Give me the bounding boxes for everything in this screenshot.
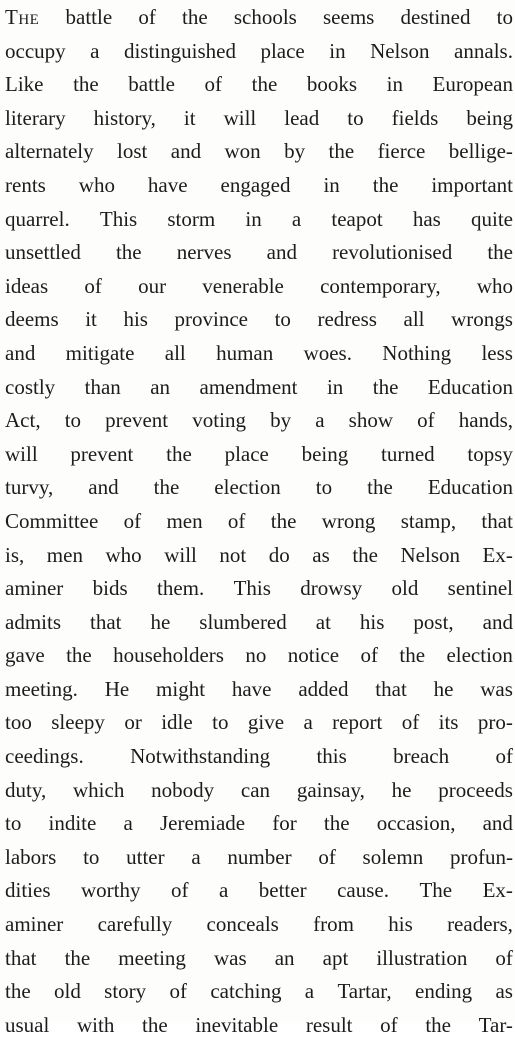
article-word: utter [126, 844, 165, 869]
article-word: of [401, 710, 420, 735]
article-word: Nelson [400, 542, 461, 567]
article-word: carefully [97, 912, 173, 937]
article-word: in [245, 206, 262, 231]
article-word: Like [5, 72, 44, 97]
article-word: the [372, 374, 399, 399]
article-word: aminer [5, 576, 64, 601]
article-word: gave [5, 643, 45, 668]
article-word: added [298, 676, 349, 701]
article-word: cause. [337, 878, 389, 903]
article-word: the [425, 1012, 451, 1037]
article-word: a [191, 844, 201, 869]
article-word: is, [5, 542, 25, 567]
article-line [5, 706, 513, 740]
article-line [5, 270, 513, 304]
article-word: Committee [5, 508, 99, 533]
article-word: them. [157, 576, 205, 601]
article-word: and [266, 240, 297, 265]
article-word: of [123, 508, 142, 533]
article-word: Act, [5, 408, 41, 433]
article-word: an [150, 374, 171, 399]
article-word: nobody [151, 777, 215, 802]
article-word: schools [233, 5, 297, 29]
article-line [5, 942, 513, 976]
article-word: to [315, 475, 333, 500]
article-line [5, 1009, 513, 1042]
article-word: election [446, 643, 513, 668]
article-word: illustration [376, 945, 468, 970]
article-word: have [147, 172, 188, 197]
article-word: as [495, 979, 513, 1004]
article-word: the [487, 240, 513, 265]
article-word: who [476, 273, 513, 298]
article-word: voting [192, 408, 246, 433]
article-word: of [417, 408, 435, 433]
article-word: books [306, 72, 358, 97]
article-word: at [315, 609, 331, 634]
article-word: the [399, 643, 426, 668]
article-word: number [227, 844, 292, 869]
article-word: distinguished [123, 38, 236, 63]
article-word: might [156, 676, 206, 701]
article-line [5, 572, 513, 606]
article-word: worthy [80, 878, 141, 903]
article-word: was [480, 676, 513, 701]
article-word: apt [322, 945, 349, 970]
article-word: European [432, 72, 513, 97]
article-line [5, 337, 513, 371]
article-word: mitigate [65, 340, 135, 365]
article-word: in [329, 38, 346, 63]
article-word: conceals [206, 912, 279, 937]
article-word: solemn [362, 844, 424, 869]
article-word: by [270, 408, 292, 433]
article-word: will [164, 542, 197, 567]
article-word: This [233, 576, 271, 601]
article-word: result [305, 1012, 353, 1037]
article-word: his [388, 912, 413, 937]
article-word: the [115, 240, 142, 265]
article-word: the [372, 172, 399, 197]
article-word: the [323, 811, 350, 836]
article-word: a [218, 878, 229, 903]
article-word: and [482, 811, 513, 836]
article-word: labors [5, 844, 57, 869]
article-word: who [105, 542, 142, 567]
article-line [5, 303, 513, 337]
article-word: nerves [176, 240, 232, 265]
article-word: ceedings. [5, 744, 84, 769]
article-word: prevent [70, 441, 134, 466]
article-word: of [360, 643, 378, 668]
article-word: Tartar, [337, 979, 392, 1004]
article-word: being [466, 105, 513, 130]
article-word: stamp, [400, 508, 457, 533]
article-word: prevent [105, 408, 169, 433]
article-word: redress [317, 307, 377, 332]
article-word: hands, [458, 408, 513, 433]
article-word: no [245, 643, 267, 668]
article-word: Nothing [382, 340, 452, 365]
article-word: turned [381, 441, 435, 466]
article-word: a [304, 979, 315, 1004]
article-word: wrong [321, 508, 376, 533]
article-word: that [375, 676, 407, 701]
article-word: a [315, 408, 325, 433]
article-line [5, 908, 513, 942]
article-word: indite [48, 811, 97, 836]
article-word: This [99, 206, 138, 231]
article-word: of [227, 508, 246, 533]
article-word: of [170, 878, 189, 903]
article-word: election [214, 475, 281, 500]
article-word: important [431, 172, 513, 197]
article-word: it [85, 307, 97, 332]
article-line [5, 68, 513, 102]
article-word: place [224, 441, 269, 466]
article-word: the [66, 643, 92, 668]
article-word: its [438, 710, 459, 735]
article-word: the [166, 441, 192, 466]
article-word: that [481, 508, 513, 533]
article-word: show [348, 408, 393, 433]
article-word: and [88, 475, 119, 500]
article-word: of [318, 844, 336, 869]
article-line [5, 203, 513, 237]
article-word: annals. [454, 38, 513, 63]
article-line [5, 841, 513, 875]
article-word: a [291, 206, 302, 231]
article-word: Nelson [370, 38, 430, 63]
article-word: post, [413, 609, 454, 634]
article-word: men [46, 542, 83, 567]
article-word: slumbered [199, 609, 287, 634]
article-word: men [166, 508, 203, 533]
article-word: meeting [118, 945, 186, 970]
article-word: in [386, 72, 403, 97]
article-word: for [272, 811, 297, 836]
article-word: gainsay, [296, 777, 365, 802]
article-line [5, 169, 513, 203]
article-word: ending [415, 979, 473, 1004]
article-word: a [123, 811, 133, 836]
article-word: battle [65, 5, 113, 29]
article-line [5, 438, 513, 472]
article-word: too [5, 710, 32, 735]
article-word: or [124, 710, 142, 735]
article-word: our [138, 273, 167, 298]
article-word: better [258, 878, 307, 903]
article-word: of [495, 744, 513, 769]
article-line [5, 673, 513, 707]
article-word: was [214, 945, 247, 970]
article-word: he [391, 777, 412, 802]
article-line [5, 102, 513, 136]
article-word: literary [5, 105, 66, 130]
article-word: bellige- [448, 139, 513, 164]
article-word: notice [287, 643, 340, 668]
article-word: of [495, 945, 513, 970]
article-line [5, 35, 513, 69]
article-word: do [268, 542, 290, 567]
article-word: his [359, 609, 385, 634]
article-word: human [216, 340, 274, 365]
article-word: lead [284, 105, 320, 130]
article-line [5, 471, 513, 505]
article-word: all [403, 307, 425, 332]
article-word: the [182, 5, 208, 29]
article-word: He [104, 676, 130, 701]
article-word: bids [92, 576, 128, 601]
article-word: Notwithstanding [130, 744, 271, 769]
article-word: deems [5, 307, 59, 332]
article-line [5, 505, 513, 539]
article-word: occupy [5, 38, 66, 63]
article-word: Education [427, 374, 513, 399]
article-word: the [352, 542, 378, 567]
article-word: less [481, 340, 513, 365]
article-word: rents [5, 172, 46, 197]
article-column [5, 1, 513, 1042]
article-word: amendment [199, 374, 298, 399]
article-word: with [77, 1012, 115, 1037]
article-word: battle [128, 72, 175, 97]
article-word: occasion, [376, 811, 456, 836]
article-word: has [412, 206, 441, 231]
article-word: seems [323, 5, 375, 29]
article-word: lost [117, 139, 148, 164]
article-word: catching [210, 979, 282, 1004]
article-word: an [274, 945, 295, 970]
article-word: to [274, 307, 291, 332]
article-word: the [328, 139, 355, 164]
article-word: and [5, 340, 36, 365]
article-word: will [5, 441, 38, 466]
article-word: the [251, 72, 278, 97]
article-word: Tar- [478, 1012, 513, 1037]
article-word: of [204, 72, 223, 97]
article-word: fields [391, 105, 439, 130]
article-word: than [84, 374, 121, 399]
article-word: to [64, 408, 82, 433]
article-word: and [482, 609, 513, 634]
article-word: pro- [477, 710, 513, 735]
article-word: from [313, 912, 354, 937]
article-word: of [84, 273, 102, 298]
article-word: a [90, 38, 100, 63]
article-word: Education [427, 475, 513, 500]
article-word: woes. [303, 340, 352, 365]
article-word: and [170, 139, 202, 164]
article-word: sleepy [51, 710, 105, 735]
article-word: dities [5, 878, 51, 903]
article-word: he [150, 609, 171, 634]
article-word: history, [93, 105, 156, 130]
article-word: the [270, 508, 297, 533]
article-word: his [123, 307, 148, 332]
article-word: sentinel [447, 576, 513, 601]
article-word: being [301, 441, 349, 466]
article-word: the [367, 475, 393, 500]
article-word: profun- [449, 844, 513, 869]
article-word: to [212, 710, 229, 735]
article-word: a [303, 710, 313, 735]
article-word: storm [167, 206, 216, 231]
article-word: drowsy [300, 576, 363, 601]
article-word: The [5, 5, 40, 29]
article-word: The [419, 878, 453, 903]
article-word: the [73, 72, 99, 97]
article-line [5, 639, 513, 673]
article-word: to [5, 811, 22, 836]
article-word: will [223, 105, 257, 130]
article-word: unsettled [5, 240, 81, 265]
article-word: as [312, 542, 330, 567]
article-word: it [183, 105, 196, 130]
article-word: give [247, 710, 285, 735]
article-word: of [169, 979, 187, 1004]
article-word: proceeds [438, 777, 513, 802]
article-word: destined [400, 5, 471, 29]
article-word: place [260, 38, 305, 63]
article-line [5, 740, 513, 774]
article-line [5, 539, 513, 573]
article-line [5, 807, 513, 841]
article-word: all [164, 340, 186, 365]
article-word: won [224, 139, 261, 164]
article-word: idle [161, 710, 193, 735]
article-word: quite [470, 206, 513, 231]
article-line [5, 774, 513, 808]
article-line [5, 236, 513, 270]
article-word: that [5, 945, 37, 970]
article-word: quarrel. [5, 206, 70, 231]
article-word: usual [5, 1012, 50, 1037]
article-word: alternately [5, 139, 94, 164]
article-word: fierce [377, 139, 426, 164]
article-line [5, 975, 513, 1009]
article-word: to [496, 5, 513, 29]
article-word: Jeremiade [159, 811, 246, 836]
article-word: province [174, 307, 249, 332]
article-word: the [142, 1012, 168, 1037]
article-word: duty, [5, 777, 47, 802]
article-word: teapot [331, 206, 383, 231]
article-line [5, 404, 513, 438]
article-word: breach [393, 744, 450, 769]
article-word: report [332, 710, 383, 735]
article-word: in [326, 374, 344, 399]
article-word: not [219, 542, 247, 567]
article-word: who [78, 172, 115, 197]
article-word: meeting. [5, 676, 78, 701]
article-word: the [5, 979, 31, 1004]
article-word: turvy, [5, 475, 54, 500]
article-word: he [433, 676, 454, 701]
article-word: this [316, 744, 347, 769]
article-word: costly [5, 374, 56, 399]
article-word: to [83, 844, 100, 869]
article-word: the [64, 945, 91, 970]
article-word: old [391, 576, 419, 601]
article-line [5, 606, 513, 640]
article-word: inevitable [195, 1012, 279, 1037]
article-word: householders [113, 643, 224, 668]
article-word: Ex- [482, 542, 513, 567]
article-word: that [89, 609, 122, 634]
article-line [5, 874, 513, 908]
article-word: revolutionised [332, 240, 453, 265]
article-word: ideas [5, 273, 49, 298]
article-word: venerable [202, 273, 284, 298]
article-word: readers, [447, 912, 513, 937]
article-word: old [53, 979, 81, 1004]
article-word: have [231, 676, 272, 701]
article-line [5, 371, 513, 405]
article-line [5, 135, 513, 169]
article-word: of [138, 5, 156, 29]
article-word: topsy [467, 441, 513, 466]
article-word: can [240, 777, 271, 802]
article-word: by [284, 139, 306, 164]
article-word: aminer [5, 912, 64, 937]
article-word: story [104, 979, 147, 1004]
article-word: contemporary, [320, 273, 441, 298]
article-word: of [380, 1012, 398, 1037]
article-word: the [153, 475, 180, 500]
article-word: engaged [220, 172, 291, 197]
article-line [5, 1, 513, 35]
article-word: admits [5, 609, 61, 634]
article-word: which [73, 777, 125, 802]
article-word: Ex- [482, 878, 513, 903]
article-word: wrongs [451, 307, 513, 332]
article-word: to [347, 105, 364, 130]
article-word: in [323, 172, 340, 197]
